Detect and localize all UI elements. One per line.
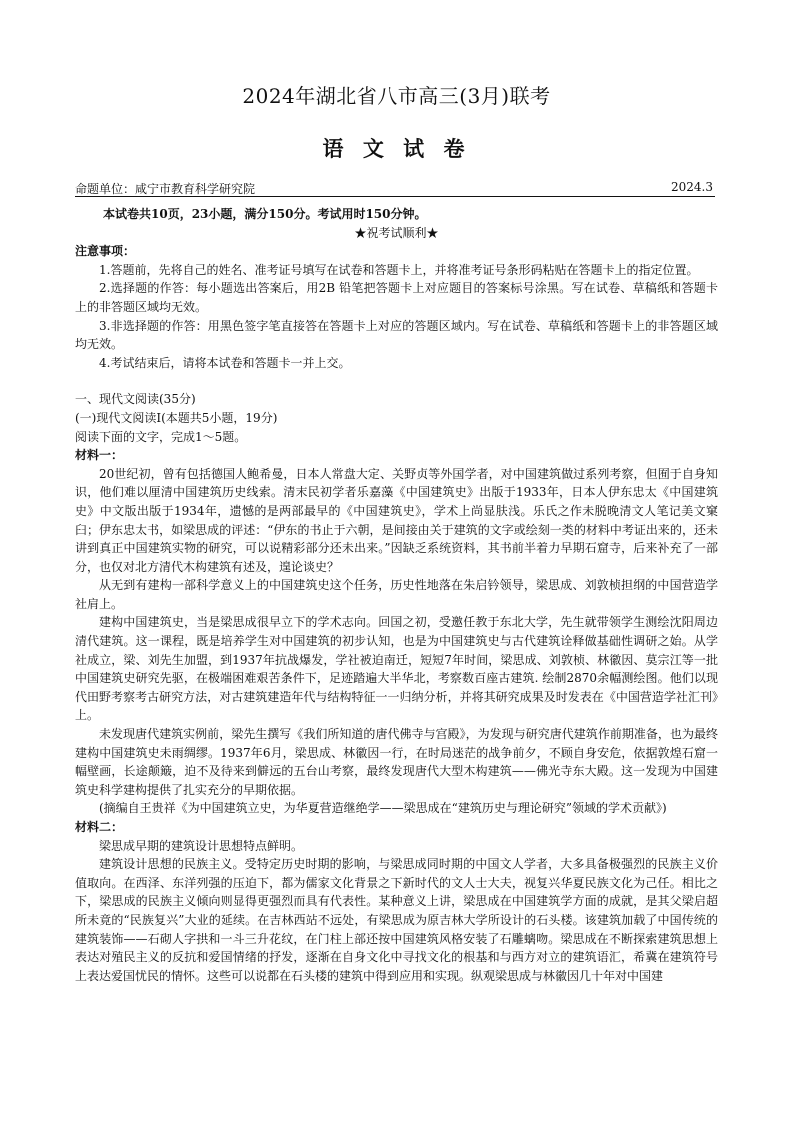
note-item: 3.非选择题的作答：用黑色签字笔直接答在答题卡上对应的答题区域内。写在试卷、草稿纸和答题卡上的非答题区域均无效。 [75, 318, 718, 352]
material1-paragraph: 建构中国建筑史，当是梁思成很早立下的学术志向。回国之初，受邀任教于东北大学，先生就带领学生测绘沈阳周边清代建筑。这一课程，既是培养学生对中国建筑的初步认知，也是为中国建筑史与古代建筑诠释做基础性调研之始。从学社成立，梁、刘先生加盟，到1937年抗战爆发，学社被迫南迁，短短7年时间，梁思成、刘敦桢、林徽因、莫宗江等一批中国建筑史研究先驱，在极端困难艰苦条件下，足迹踏遍大半华北，考察数百座古建筑. 绘制2870余幅测绘图。他们以现代田野考察考古研究方法，对古建筑建造年代与结构特征一一归纳分析，并将其研究成果及时发表在《中国营造学社汇刊》上。 [75, 615, 718, 723]
note-item: 2.选择题的作答：每小题选出答案后，用2B 铅笔把答题卡上对应题目的答案标号涂黑。写在试卷、草稿纸和答题卡上的非答题区域均无效。 [75, 281, 718, 314]
wish-line: ★祝考试顺利★ [354, 225, 439, 240]
notes-title: 注意事项： [75, 244, 136, 259]
material1-paragraph: 20世纪初，曾有包括德国人鲍希曼，日本人常盘大定、关野贞等外国学者，对中国建筑做过系列考察，但囿于自身知识，他们难以厘清中国建筑历史线索。清末民初学者乐嘉藻《中国建筑史》出版于1933年，日本人伊东忠太《中国建筑史》中文版出版于1934年，遗憾的是两部最早的《中国建筑史》，学术上尚显肤浅。乐氏之作未脱晚清文人笔记美文窠臼；伊东忠太书，如梁思成的评述：“伊东的书止于六朝，是间接由关于建筑的文字或绘刻一类的材料中考证出来的，还未讲到真正中国建筑实物的研究，可以说精彩部分还未出来。”因缺乏系统资料，其书前半着力早期石窟寺，后来补充了一部分，也仅对北方清代木构建筑有述及，遑论谈史？ [75, 466, 718, 574]
material1-label: 材料一： [75, 448, 124, 463]
subject-title: 语 文 试 卷 [322, 136, 471, 161]
issuer-row [75, 180, 715, 197]
exam-date: 2024.3 [671, 180, 713, 194]
content [75, 205, 718, 985]
issuer: 命题单位：咸宁市教育科学研究院 [75, 182, 256, 196]
material2-label: 材料二： [75, 820, 124, 834]
material1-paragraph: 从无到有建构一部科学意义上的中国建筑史这个任务，历史性地落在朱启钤领导，梁思成、刘敦桢担纲的中国营造学社肩上。 [75, 578, 718, 611]
section-instruction: 阅读下面的文字，完成1～5题。 [75, 429, 247, 444]
material2-paragraph: 建筑设计思想的民族主义。受特定历史时期的影响，与梁思成同时期的中国文人学者，大多具备极强烈的民族主义价值取向。在西泽、东洋列强的压迫下，都为儒家文化背景之下新时代的文人士大夫，视复兴华夏民族文化为己任。相比之下，梁思成的民族主义倾向则显得更强烈而具有代表性。某种意义上讲，梁思成在中国建筑学方面的成就，是其父梁启超所未竟的“民族复兴”大业的延续。在吉林西站不远处，有梁思成为原吉林大学所设计的石头楼。该建筑加载了中国传统的建筑装饰——石砌人字拱和一斗三升花纹，在门柱上部还按中国建筑风格安装了石雕螭吻。梁思成在不断探索建筑思想上表达对殖民主义的反抗和爱国情绪的抒发，逐渐在自身文化中寻找文化的根基和与西方对立的建筑语汇，希冀在建筑符号上表达爱国忧民的情怀。这些可以说都在石头楼的建筑中得到应用和实现。纵观梁思成与林徽因几十年对中国建 [75, 857, 718, 983]
material1-paragraph: 未发现唐代建筑实例前，梁先生撰写《我们所知道的唐代佛寺与宫殿》，为发现与研究唐代建筑作前期准备，也为最终建构中国建筑史未雨绸缪。1937年6月，梁思成、林徽因一行，在时局迷茫的战争前夕，不顾自身安危，依据敦煌石窟一幅壁画，长途颠簸，迫不及待来到僻远的五台山考察，最终发现唐代大型木构建筑——佛光寺东大殿。这一发现为中国建筑史科学建构提供了扎实充分的早期依据。 [75, 727, 718, 797]
note-item: 4.考试结束后，请将本试卷和答题卡一并上交。 [99, 355, 351, 370]
section-heading: 一、现代文阅读(35分) [75, 392, 196, 407]
material2-paragraph: 梁思成早期的建筑设计思想特点鲜明。 [99, 838, 304, 853]
section-subheading: (一)现代文阅读Ⅰ(本题共5小题，19分) [75, 410, 278, 425]
exam-summary: 本试卷共10页，23小题，满分150分。考试用时150分钟。 [103, 207, 427, 221]
spacer [75, 372, 718, 390]
note-item: 1.答题前，先将自己的姓名、准考证号填写在试卷和答题卡上，并将准考证号条形码粘贴在答题卡上的指定位置。 [99, 262, 699, 277]
material1-source: (摘编自王贵祥《为中国建筑立史，为华夏营造继绝学——梁思成在“建筑历史与理论研究”领域的学术贡献》) [99, 801, 667, 816]
exam-title: 2024年湖北省八市高三(3月)联考 [242, 84, 551, 108]
